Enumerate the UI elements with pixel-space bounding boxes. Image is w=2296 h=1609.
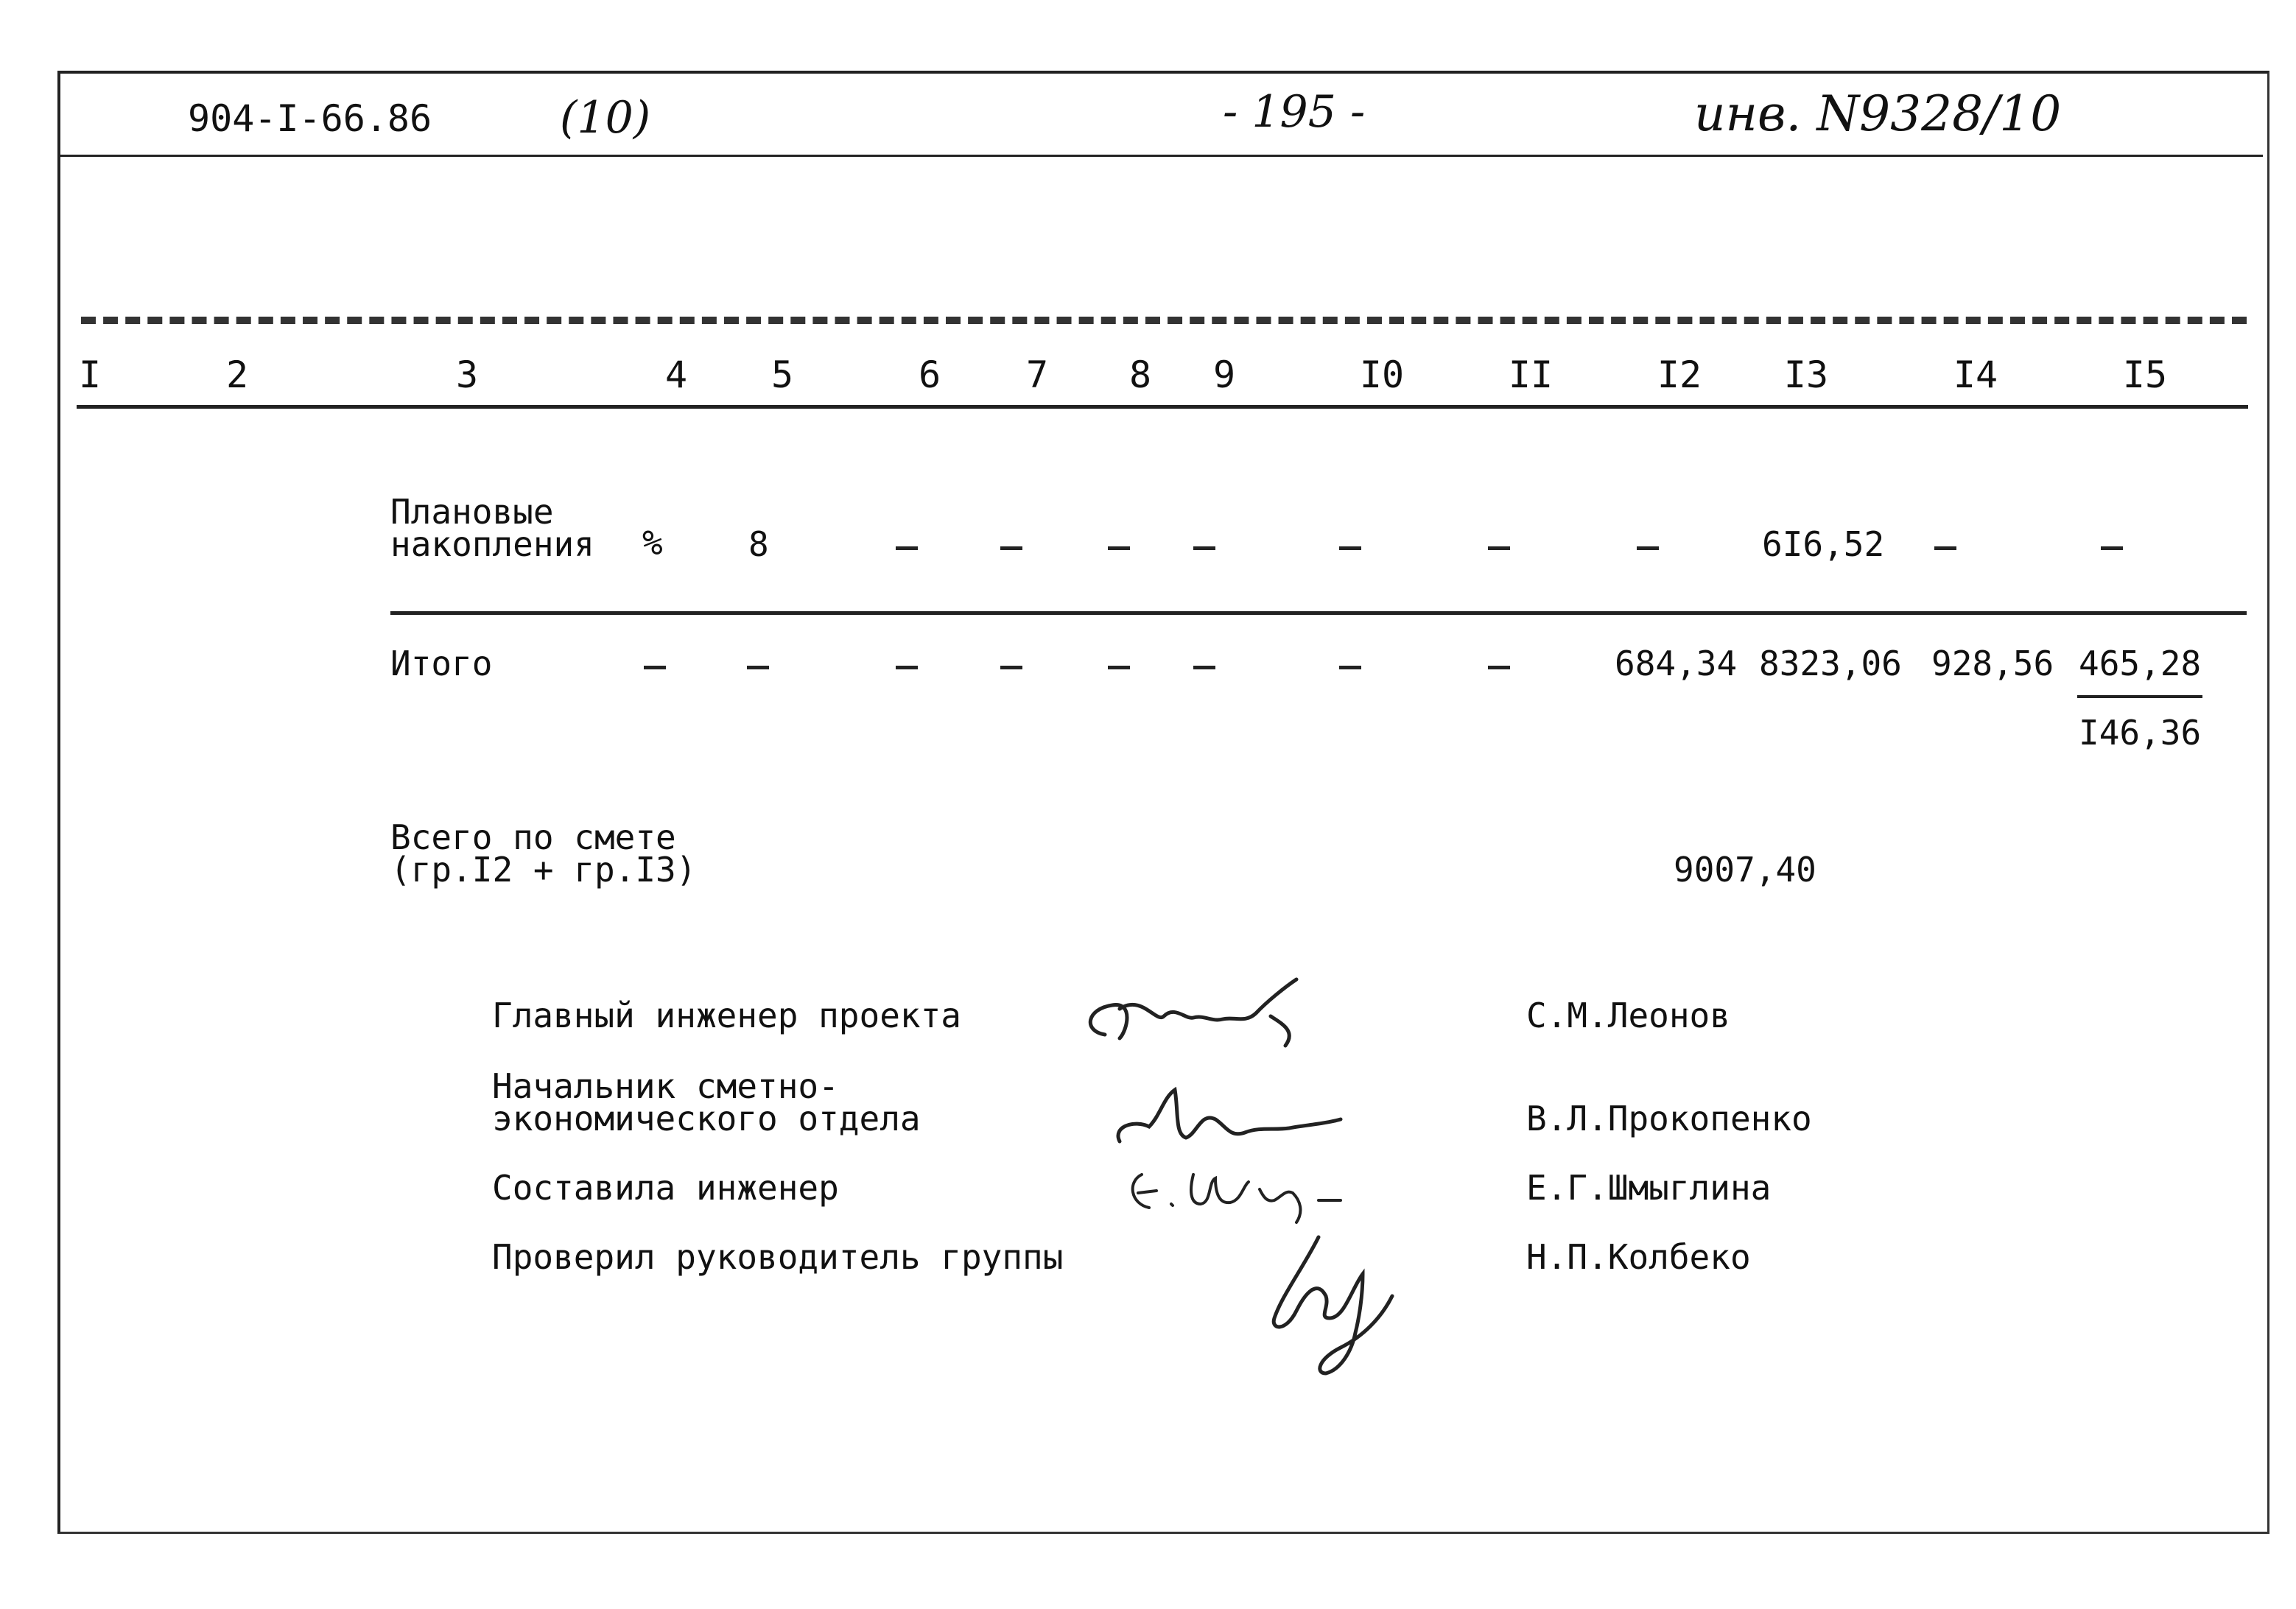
column-number: I [78, 353, 102, 396]
signer-role: Проверил руководитель группы [492, 1237, 1064, 1277]
dash-mark [1108, 666, 1130, 669]
signer-role-line1: Начальник сметно- [492, 1066, 839, 1106]
dash-mark [1488, 666, 1510, 669]
column-number: I5 [2122, 353, 2168, 396]
dash-mark [747, 666, 769, 669]
header-rule [60, 155, 2263, 157]
handwritten-signature [1120, 1160, 1355, 1226]
column-number: 6 [918, 353, 941, 396]
dash-mark [1339, 546, 1361, 550]
signer-role: Главный инженер проекта [492, 996, 961, 1035]
dash-mark [1000, 666, 1022, 669]
grand-total-label-line2: (гр.I2 + гр.I3) [390, 850, 697, 890]
grand-total-value: 9007,40 [1674, 850, 1816, 890]
signer-name: С.М.Леонов [1526, 996, 1730, 1035]
column-number: 8 [1128, 353, 1152, 396]
row-name-line2: накопления [390, 524, 594, 564]
signer-name: Н.П.Колбеко [1526, 1237, 1751, 1277]
grand-total-label-line1: Всего по смете [390, 817, 676, 857]
column-number: 5 [770, 353, 794, 396]
column-number: II [1508, 353, 1554, 396]
fraction-rule [2077, 695, 2202, 698]
dash-mark [1339, 666, 1361, 669]
dash-mark [1488, 546, 1510, 550]
dash-mark [896, 666, 918, 669]
column-number: 2 [225, 353, 249, 396]
column-number: 3 [455, 353, 479, 396]
signer-role-line2: экономического отдела [492, 1099, 921, 1138]
dash-mark [1000, 546, 1022, 550]
doc-code: 904-I-66.86 [188, 97, 432, 140]
dash-mark [1934, 546, 1956, 550]
total-row-label: Итого [390, 644, 493, 683]
column-number: I4 [1953, 353, 1998, 396]
handwritten-signature [1105, 1075, 1355, 1163]
signer-name: В.Л.Прокопенко [1526, 1099, 1812, 1138]
handwritten-signature [1075, 965, 1326, 1068]
column-number: 7 [1025, 353, 1049, 396]
column-number: I2 [1657, 353, 1702, 396]
signer-name: Е.Г.Шмыглина [1526, 1168, 1772, 1208]
total-col12-value: 684,34 [1615, 644, 1738, 683]
dash-mark [2101, 546, 2123, 550]
row-unit: % [642, 523, 663, 563]
total-col15-bottom-value: I46,36 [2079, 713, 2202, 753]
column-number: 4 [664, 353, 688, 396]
total-col15-top-value: 465,28 [2079, 644, 2202, 683]
signer-role: Составила инженер [492, 1168, 839, 1208]
row-col5-value: 8 [748, 524, 769, 564]
page-number: - 195 - [1223, 86, 1366, 138]
row-separator-rule [390, 611, 2247, 615]
dash-mark [1108, 546, 1130, 550]
sheet-mark: (10) [560, 92, 651, 144]
table-top-dashed-rule [81, 317, 2247, 324]
dash-mark [1193, 666, 1215, 669]
inventory-number: инв. N9328/10 [1694, 85, 2062, 142]
dash-mark [1637, 546, 1659, 550]
column-number: 9 [1212, 353, 1236, 396]
dash-mark [896, 546, 918, 550]
handwritten-signature [1252, 1222, 1414, 1384]
row-col13-value: 6I6,52 [1762, 524, 1885, 564]
dash-mark [644, 666, 666, 669]
column-number: I0 [1359, 353, 1405, 396]
dash-mark [1193, 546, 1215, 550]
total-col13-value: 8323,06 [1759, 644, 1902, 683]
table-header-rule [77, 405, 2248, 409]
page-frame [57, 71, 2269, 1534]
row-name-line1: Плановые [390, 492, 554, 532]
column-number: I3 [1783, 353, 1829, 396]
total-col14-value: 928,56 [1931, 644, 2054, 683]
